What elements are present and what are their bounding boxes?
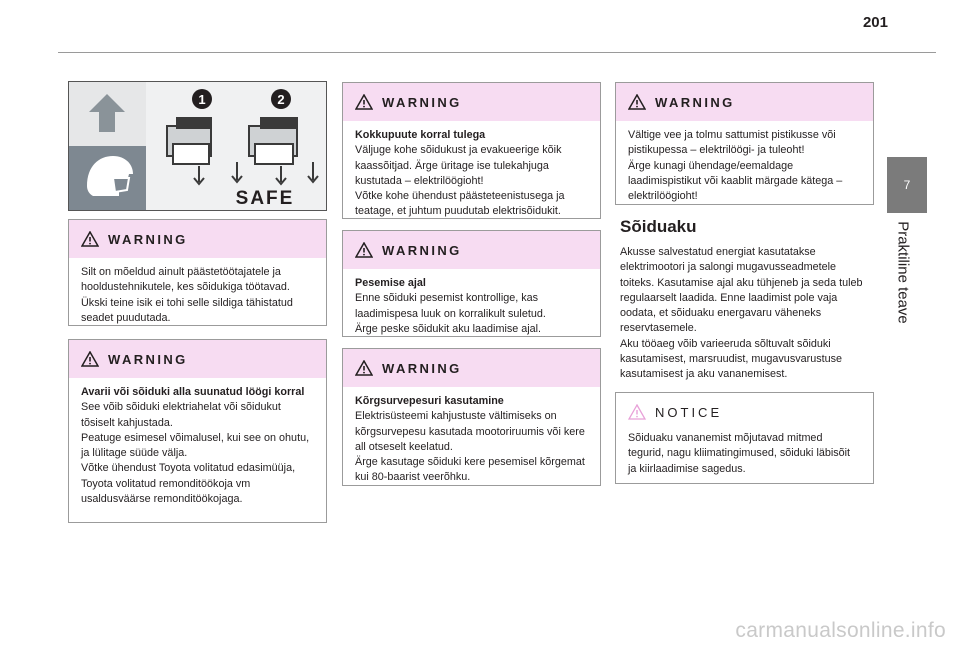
warning-triangle-icon [81, 351, 99, 367]
warning-text: Ärge kasutage sõiduki kere pesemisel kõrgemat kui 80-baarist veerõhku. [355, 456, 585, 484]
warning-heading: WARNING [382, 242, 462, 258]
warning-text: Ärge peske sõidukit aku laadimise ajal. [355, 322, 542, 335]
warning-box-collision [68, 339, 327, 523]
warning-text: See võib sõiduki elektriahelat või sõidukut tõsiselt kahjustada. [81, 401, 281, 429]
warning-body [343, 387, 600, 494]
warning-heading: WARNING [655, 94, 735, 110]
chapter-tab[interactable] [887, 157, 927, 213]
warning-box-pressure-washer [342, 348, 601, 486]
warning-text: Enne sõiduki pesemist kontrollige, kas laadimispesa luuk on korralikult suletud. [355, 292, 546, 320]
notice-heading: NOTICE [655, 404, 723, 420]
warning-triangle-icon [81, 231, 99, 247]
warning-text: Võtke kohe ühendust päästeteenistusega ja teatage, et juhtum puudutab elektrisõidukit. [355, 190, 565, 218]
step-1-label: 1 [198, 92, 206, 107]
warning-text: Ärge kunagi ühendage/eemaldage laadimispistikut või kaablit märgade kätega – elektrilöögioht! [628, 159, 843, 203]
step-2-label: 2 [277, 92, 285, 107]
warning-body [69, 258, 326, 334]
warning-heading: WARNING [382, 360, 462, 376]
warning-triangle-icon [628, 94, 646, 110]
warning-text: Silt on mõeldud ainult päästetöötajatele ja hooldustehnikutele, kes sõidukiga töötavad. Ükski teine isik ei tohi selle sildiga tähistatud seadet puudutada. [81, 266, 293, 324]
section-title: Sõiduaku [620, 217, 697, 236]
warning-body [343, 121, 600, 228]
chapter-title-text: Praktiline teave [894, 221, 912, 324]
connector-1-icon [167, 118, 211, 184]
notice-text: Sõiduaku vananemist mõjutavad mitmed tegurid, nagu kliimatingimused, sõiduki läbisõit ja kiirlaadimise sagedus. [628, 432, 851, 475]
warning-header [343, 83, 600, 121]
warning-triangle-icon [355, 94, 373, 110]
notice-box [615, 392, 874, 484]
safe-label-illustration [68, 81, 327, 211]
warning-body [343, 269, 600, 345]
page-number: 201 [862, 14, 888, 31]
watermark: carmanualsonline.info [735, 619, 946, 642]
warning-title: Kokkupuute korral tulega [355, 129, 486, 141]
warning-triangle-icon [355, 242, 373, 258]
section-paragraph: Aku tööaeg võib varieeruda sõltuvalt sõiduki kasutamisest, marsruudist, mugavusvarustuse kasutamisest ja aku vananemisest. [620, 337, 843, 381]
warning-header [69, 220, 326, 258]
warning-body [69, 378, 326, 515]
section-body [620, 245, 870, 383]
warning-title: Pesemise ajal [355, 277, 426, 289]
safe-text: SAFE [235, 188, 295, 209]
notice-body [616, 431, 873, 485]
warning-text: Võtke ühendust Toyota volitatud edasimüüja, Toyota volitatud remonditöökoja vm usaldusväärse remonditöökojaga. [81, 462, 296, 506]
chapter-title [885, 208, 925, 338]
warning-text: Vältige vee ja tolmu sattumist pistikusse või pistikupessa – elektrilöögi- ja tuleoht! [628, 129, 836, 157]
section-paragraph: Akusse salvestatud energiat kasutatakse elektrimootori ja salongi mugavusseadmetele toiteks. Kasutamise ajal aku tühjeneb ja seda tuleb regulaarselt laadida. Enne laadimist pole vaja oodata, et sõiduaku energavaru väheneks reservtasemele. [620, 246, 863, 335]
warning-body [616, 121, 873, 212]
warning-heading: WARNING [108, 351, 188, 367]
connector-2-icon [232, 118, 318, 184]
warning-box-plug [615, 82, 874, 205]
warning-header [343, 231, 600, 269]
top-rule [58, 52, 936, 53]
warning-header [343, 349, 600, 387]
illustration-graphic [69, 82, 326, 210]
warning-heading: WARNING [382, 94, 462, 110]
notice-triangle-icon [628, 404, 646, 420]
warning-title: Kõrgsurvepesuri kasutamine [355, 395, 504, 407]
warning-triangle-icon [355, 360, 373, 376]
warning-text: Väljuge kohe sõidukust ja evakueerige kõik kaassõitjad. Ärge üritage ise tulekahjuga kustutada – elektrilöögioht! [355, 144, 562, 187]
warning-text: Elektrisüsteemi kahjustuste vältimiseks on kõrgsurvepesu kasutada mootoriruumis või kere all otseselt keelatud. [355, 410, 585, 453]
notice-header [616, 393, 873, 431]
warning-text: Peatuge esimesel võimalusel, kui see on ohutu, ja lülitage süüde välja. [81, 431, 310, 460]
warning-box-staff-only [68, 219, 327, 326]
warning-header [616, 83, 873, 121]
warning-title: Avarii või sõiduki alla suunatud löögi korral [81, 386, 305, 398]
warning-box-washing [342, 230, 601, 337]
warning-box-fire [342, 82, 601, 219]
warning-header [69, 340, 326, 378]
chapter-number: 7 [903, 178, 911, 192]
warning-heading: WARNING [108, 231, 188, 247]
